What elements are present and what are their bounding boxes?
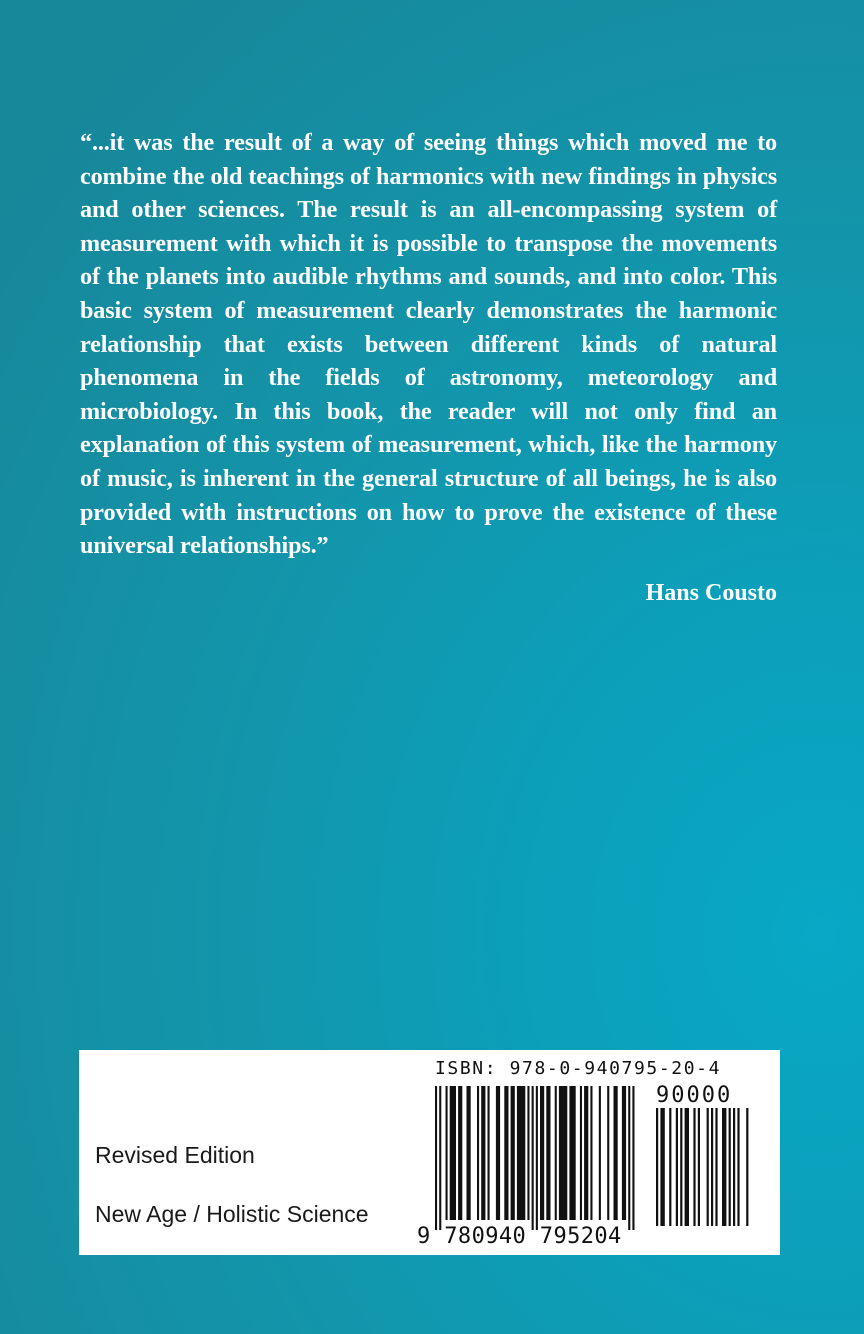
edition-label: Revised Edition [95, 1142, 255, 1168]
isbn-label: ISBN: 978-0-940795-20-4 [435, 1058, 722, 1079]
barcode-panel [79, 1050, 780, 1255]
price-code: 90000 [656, 1083, 733, 1108]
barcode-digits: 9 780940 795204 [417, 1224, 622, 1249]
quote-author: Hans Cousto [645, 580, 777, 606]
back-cover-quote: “...it was the result of a way of seeing things which moved me to combine the old teachings of harmonics with new findings in physics and other sciences. The result is an all-encompassing system of measurement with which it is possible to transpose the movements of the planets into audible rhythms and sounds, and into color. This basic system of measurement clearly demonstrates the harmonic relationship that exists between different kinds of natural phenomena in the fields of astronomy, meteorology and microbiology. In this book, the reader will not only find an explanation of this system of measurement, which, like the harmony of music, is inherent in the general structure of all beings, he is also provided with instructions on how to prove the existence of these universal relationships.” [80, 129, 777, 560]
price-barcode-icon [656, 1108, 752, 1226]
category-label: New Age / Holistic Science [95, 1201, 369, 1227]
isbn-barcode-icon [435, 1086, 635, 1236]
